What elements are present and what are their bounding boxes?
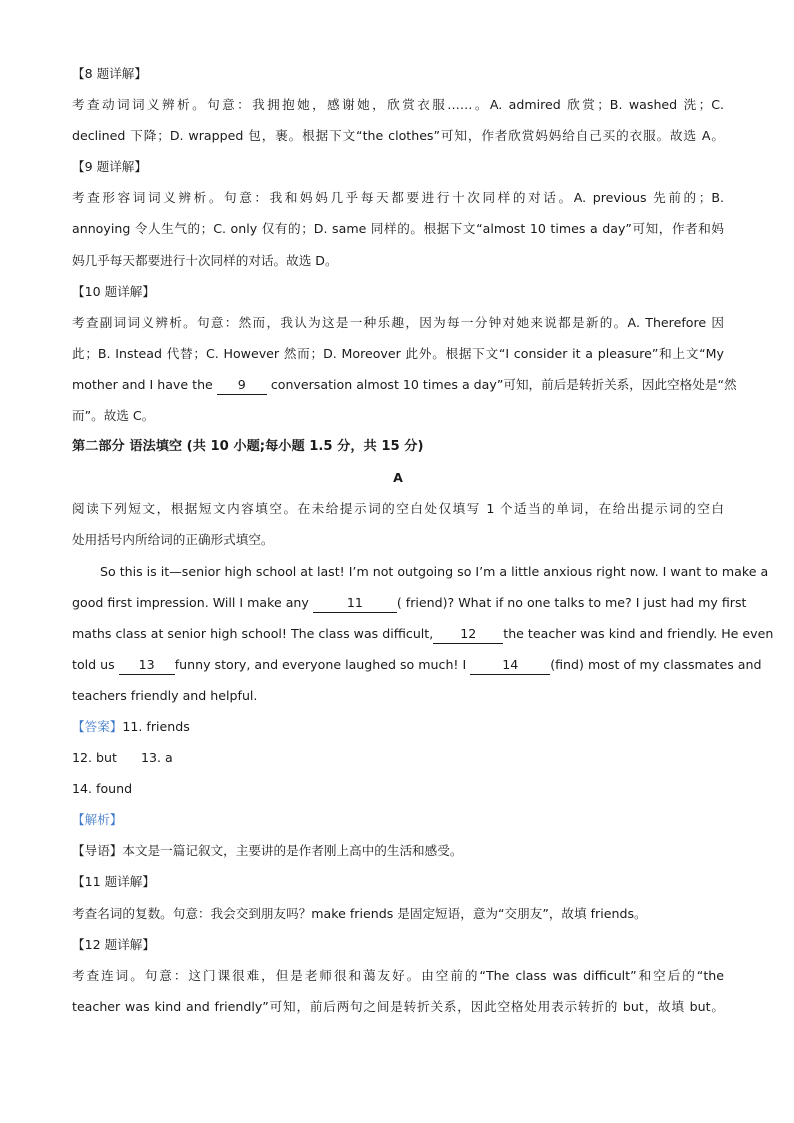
blank-9: 9 — [217, 376, 267, 395]
passage-line-3-start: maths class at senior high school! The class was difficult, — [72, 625, 434, 641]
q9-line-2: annoying 令人生气的；C. only 仅有的；D. same 同样的。根据下文“almost 10 times a day”可知，作者和妈 — [72, 221, 724, 237]
document-page — [72, 58, 774, 1022]
passage-line-4-mid: funny story, and everyone laughed so much! I — [174, 656, 471, 672]
passage-line-3 — [72, 618, 774, 649]
answer-12: 12. but — [72, 750, 117, 766]
q10-line-4: 而”。故选 C。 — [72, 408, 155, 424]
passage-line-4 — [72, 649, 762, 680]
q11-header: 【11 题详解】 — [72, 874, 155, 890]
q10-header: 【10 题详解】 — [72, 283, 155, 299]
q10-line-3 — [72, 369, 737, 400]
part2-title: 第二部分 语法填空 (共 10 小题;每小题 1.5 分，共 15 分) — [72, 439, 424, 455]
instruction-line-2: 处用括号内所给词的正确形式填空。 — [72, 532, 274, 548]
passage-line-2 — [72, 587, 747, 618]
passage-line-5: teachers friendly and helpful. — [72, 687, 258, 703]
answer-11: 11. friends — [122, 718, 190, 734]
passage-line-2-start: good first impression. Will I make any — [72, 594, 313, 610]
q10-line-3-end: conversation almost 10 times a day”可知，前后是转折关系，因此空格处是“然 — [266, 376, 737, 392]
passage-line-3-end: the teacher was kind and friendly. He even — [503, 625, 774, 641]
answer-13: 13. a — [140, 750, 173, 766]
q8-line-2: declined 下降；D. wrapped 包，裹。根据下文“the clothes”可知，作者欣赏妈妈给自己买的衣服。故选 A。 — [72, 128, 724, 144]
q12-line-1: 考查连词。句意：这门课很难，但是老师很和蔼友好。由空前的“The class was difficult”和空后的“the — [72, 967, 724, 983]
passage-line-4-end: (find) most of my classmates and — [550, 656, 762, 672]
blank-14: 14 — [470, 656, 550, 675]
answer-line-1 — [72, 711, 724, 742]
q9-header: 【9 题详解】 — [72, 159, 147, 175]
q12-header: 【12 题详解】 — [72, 936, 155, 952]
q9-line-3: 妈几乎每天都要进行十次同样的对话。故选 D。 — [72, 252, 338, 268]
blank-13: 13 — [119, 656, 175, 675]
instruction-line-1: 阅读下列短文，根据短文内容填空。在未给提示词的空白处仅填写 1 个适当的单词，在给出提示词的空白 — [72, 501, 724, 517]
q8-line-1: 考查动词词义辨析。句意：我拥抱她，感谢她，欣赏衣服……。A. admired 欣赏；B. washed 洗；C. — [72, 97, 724, 113]
q10-line-3-start: mother and I have the — [72, 376, 217, 392]
q10-line-2: 此；B. Instead 代替；C. However 然而；D. Moreover 此外。根据下文“I consider it a pleasure”和上文“My — [72, 345, 724, 361]
guide-line: 【导语】本文是一篇记叙文，主要讲的是作者刚上高中的生活和感受。 — [72, 843, 463, 859]
passage-line-1: So this is it—senior high school at last! I’m not outgoing so I’m a little anxious right now. I want to make a — [100, 563, 769, 579]
q8-header: 【8 题详解】 — [72, 66, 147, 81]
blank-12: 12 — [433, 625, 503, 644]
q12-line-2: teacher was kind and friendly”可知，前后两句之间是转折关系，因此空格处用表示转折的 but，故填 but。 — [72, 998, 724, 1014]
section-label-a: A — [393, 470, 403, 486]
answer-line-2 — [72, 742, 724, 773]
blank-11: 11 — [313, 594, 397, 613]
answer-label: 【答案】 — [72, 718, 123, 734]
q10-line-1: 考查副词词义辨析。句意：然而，我认为这是一种乐趣，因为每一分钟对她来说都是新的。A. Therefore 因 — [72, 314, 724, 330]
passage-line-2-end: ( friend)? What if no one talks to me? I just had my first — [396, 594, 747, 610]
q11-line-1: 考查名词的复数。句意：我会交到朋友吗？make friends 是固定短语，意为“交朋友”，故填 friends。 — [72, 905, 647, 921]
answer-14: 14. found — [72, 781, 133, 797]
q9-line-1: 考查形容词词义辨析。句意：我和妈妈几乎每天都要进行十次同样的对话。A. previous 先前的；B. — [72, 190, 724, 206]
analysis-label: 【解析】 — [72, 812, 123, 828]
passage-line-4-start: told us — [72, 656, 119, 672]
